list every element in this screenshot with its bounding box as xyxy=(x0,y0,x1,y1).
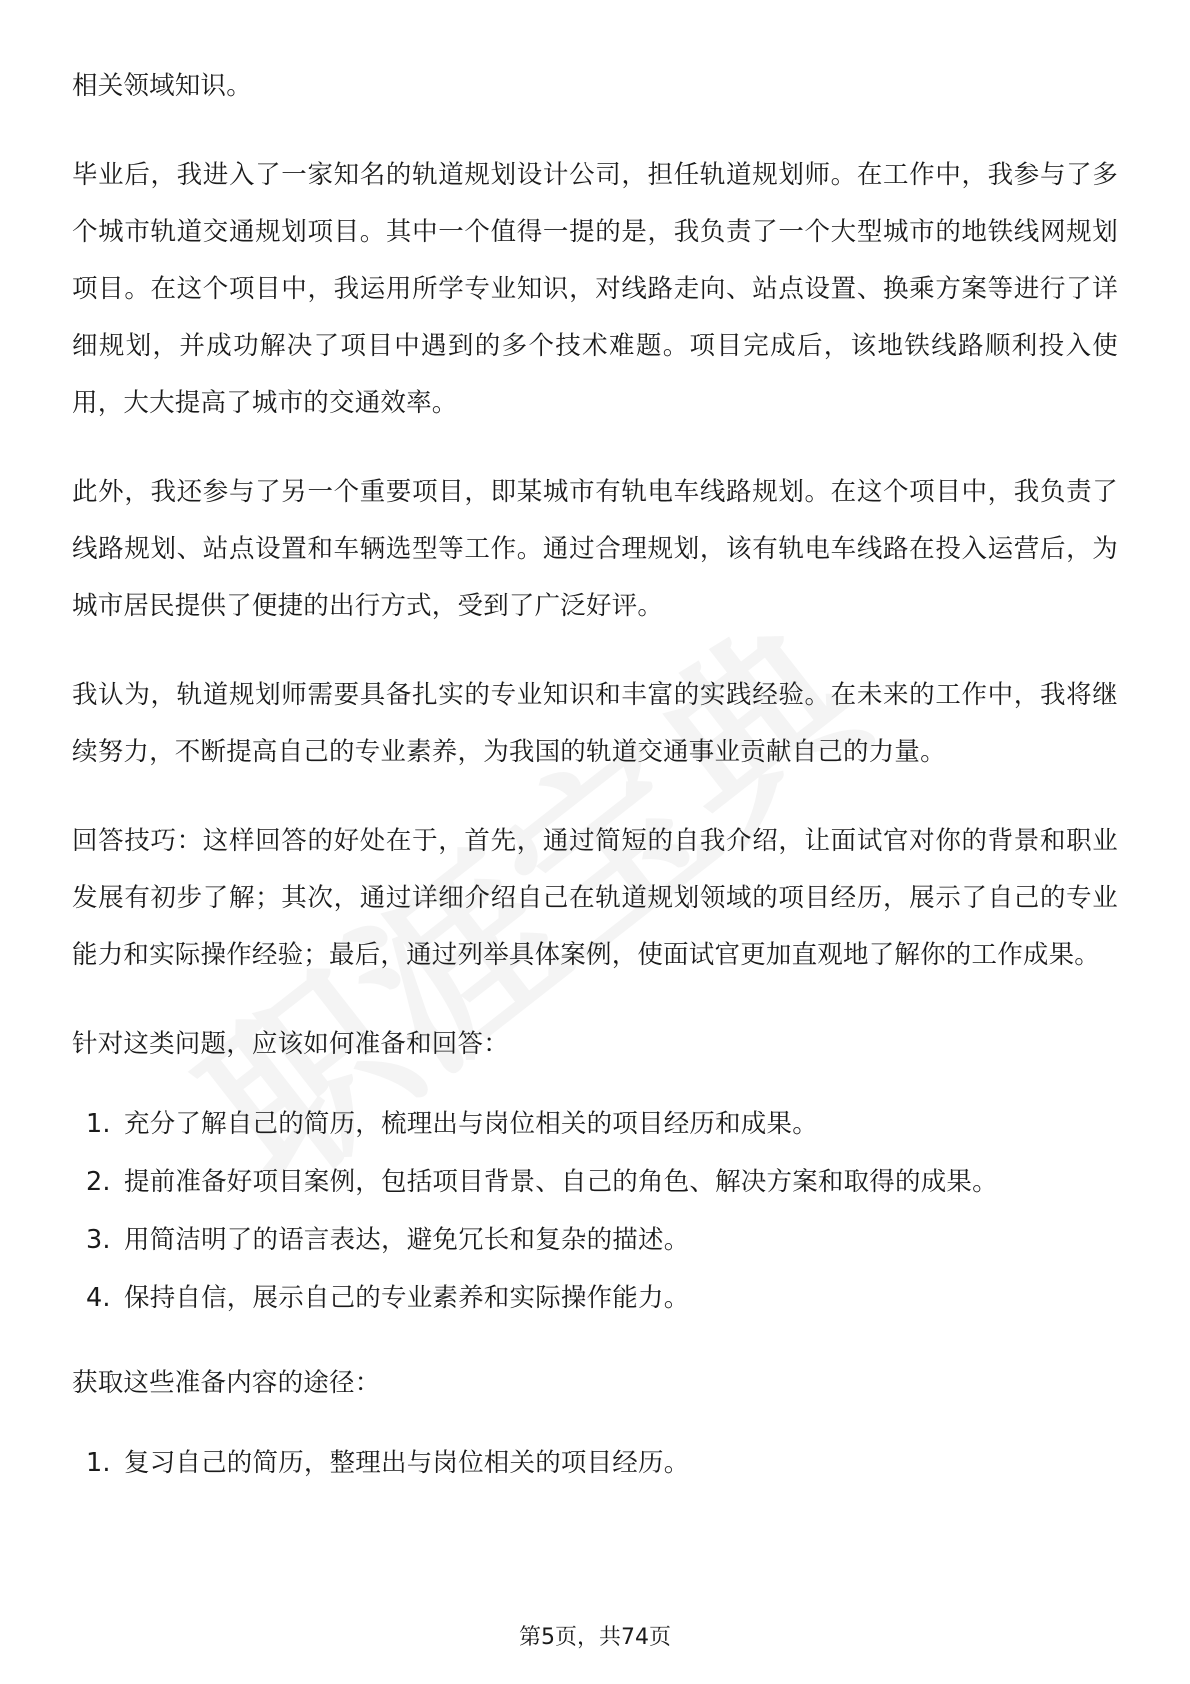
prep-heading: 针对这类问题，应该如何准备和回答： xyxy=(72,1029,509,1059)
list-item xyxy=(72,1095,1118,1153)
page-footer: 第5页，共74页 xyxy=(519,1625,671,1650)
list-item xyxy=(72,1211,1118,1269)
source-heading: 获取这些准备内容的途径： xyxy=(72,1368,381,1398)
prep-list xyxy=(72,1095,1118,1327)
paragraph-tram-project: 此外，我还参与了另一个重要项目，即某城市有轨电车线路规划。在这个项目中，我负责了线路规划、站点设置和车辆选型等工作。通过合理规划，该有轨电车线路在投入运营后，为城市居民提供了便捷的出行方式，受到了广泛好评。 xyxy=(72,477,1118,621)
list-text: 复习自己的简历，整理出与岗位相关的项目经历。 xyxy=(124,1448,690,1478)
list-number: 4. xyxy=(86,1283,111,1313)
list-item xyxy=(72,1269,1118,1327)
list-item xyxy=(72,1434,1118,1492)
list-number: 2. xyxy=(86,1167,111,1197)
source-list xyxy=(72,1434,1118,1492)
paragraph-metro-project: 毕业后，我进入了一家知名的轨道规划设计公司，担任轨道规划师。在工作中，我参与了多个城市轨道交通规划项目。其中一个值得一提的是，我负责了一个大型城市的地铁线网规划项目。在这个项目中，我运用所学专业知识，对线路走向、站点设置、换乘方案等进行了详细规划，并成功解决了项目中遇到的多个技术难题。项目完成后，该地铁线路顺利投入使用，大大提高了城市的交通效率。 xyxy=(72,160,1118,418)
list-text: 充分了解自己的简历，梳理出与岗位相关的项目经历和成果。 xyxy=(124,1109,818,1139)
paragraph-conclusion: 我认为，轨道规划师需要具备扎实的专业知识和丰富的实践经验。在未来的工作中，我将继续努力，不断提高自己的专业素养，为我国的轨道交通事业贡献自己的力量。 xyxy=(72,680,1118,767)
list-text: 提前准备好项目案例，包括项目背景、自己的角色、解决方案和取得的成果。 xyxy=(124,1167,998,1197)
list-number: 3. xyxy=(86,1225,111,1255)
list-number: 1. xyxy=(86,1448,111,1478)
document-body xyxy=(72,58,1118,1520)
paragraph-intro-end: 相关领域知识。 xyxy=(72,71,252,101)
list-number: 1. xyxy=(86,1109,111,1139)
list-item xyxy=(72,1153,1118,1211)
list-text: 用简洁明了的语言表达，避免冗长和复杂的描述。 xyxy=(124,1225,690,1255)
paragraph-answer-tips: 回答技巧：这样回答的好处在于，首先，通过简短的自我介绍，让面试官对你的背景和职业发展有初步了解；其次，通过详细介绍自己在轨道规划领域的项目经历，展示了自己的专业能力和实际操作经验；最后，通过列举具体案例，使面试官更加直观地了解你的工作成果。 xyxy=(72,826,1118,970)
list-text: 保持自信，展示自己的专业素养和实际操作能力。 xyxy=(124,1283,690,1313)
